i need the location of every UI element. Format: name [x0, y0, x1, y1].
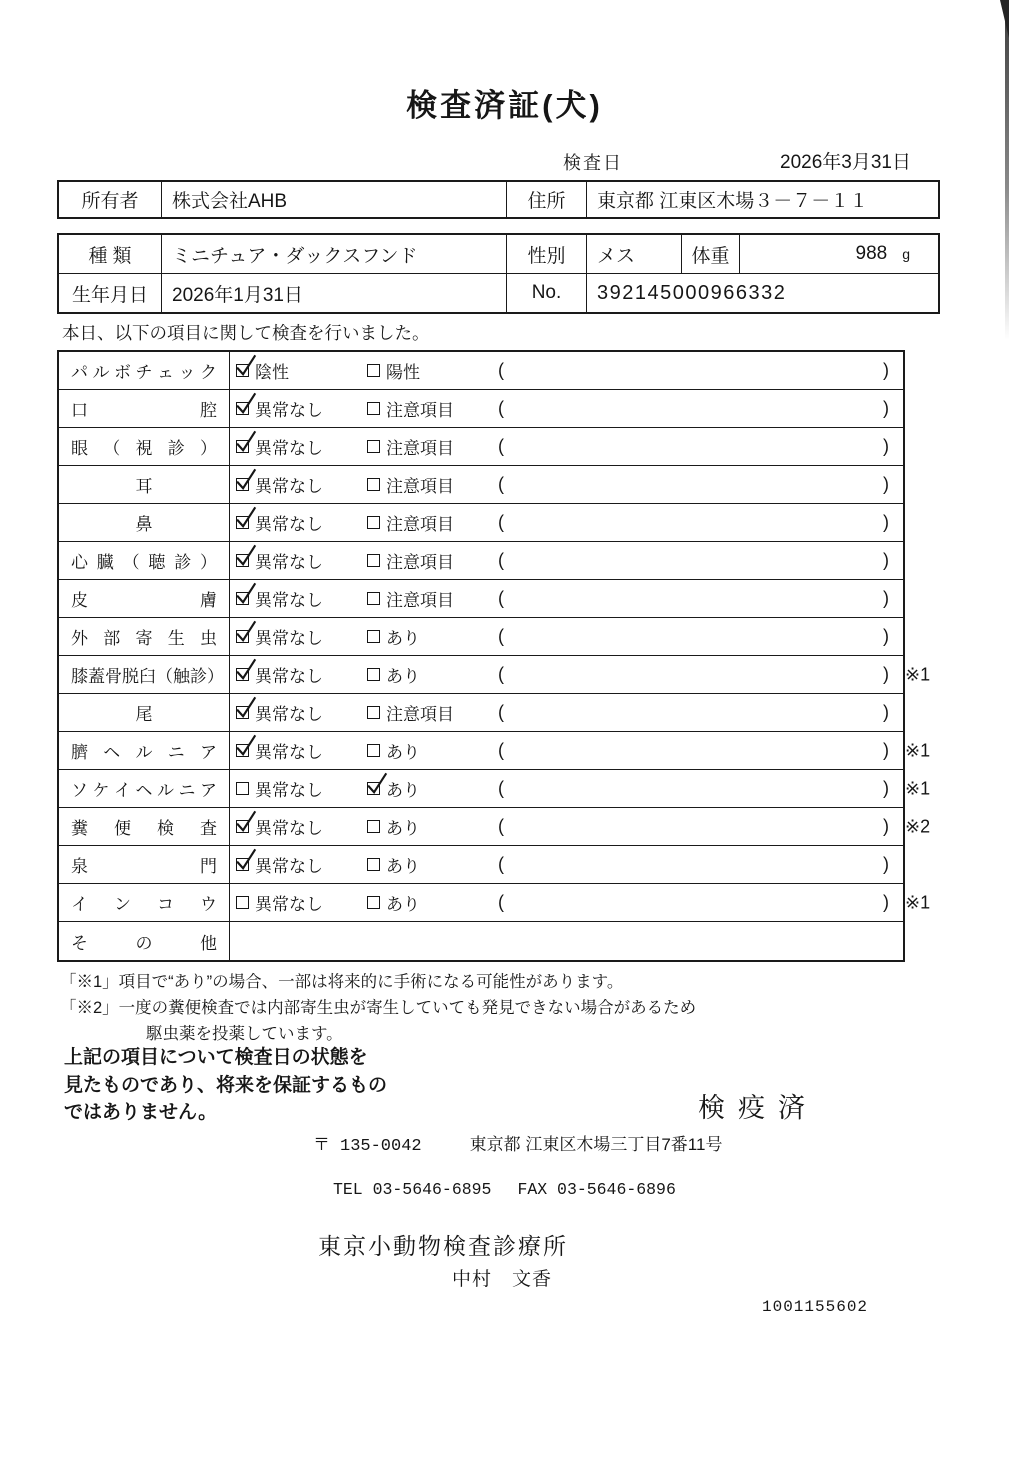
checklist-row [59, 808, 931, 846]
intro-text: 本日、以下の項目に関して検査を行いました。 [62, 323, 430, 343]
row-options [230, 922, 903, 960]
checklist-row [59, 694, 903, 732]
option-label: あり [386, 743, 420, 762]
note-field [498, 854, 903, 875]
paren-open: ( [498, 436, 504, 456]
inspection-date-label: 検査日 [563, 153, 623, 173]
note-field [498, 360, 903, 381]
checkbox-icon [236, 706, 249, 719]
paren-close: ) [883, 550, 889, 570]
row-options [230, 846, 903, 883]
option-2 [367, 624, 498, 649]
item-label: 眼 （ 視 診 ） [59, 428, 230, 465]
option-2 [367, 434, 498, 459]
checkbox-icon [236, 554, 249, 567]
paren-close: ) [883, 702, 889, 722]
footnote-mark: ※2 [905, 816, 931, 836]
option-label: 異常なし [255, 553, 323, 572]
paren-close: ) [883, 778, 889, 798]
footnote-2-line2: 駆虫薬を投薬しています。 [146, 1025, 343, 1043]
option-2 [367, 396, 498, 421]
checkbox-icon [236, 782, 249, 795]
checkbox-icon [367, 402, 380, 415]
option-label: 注意項目 [386, 439, 454, 458]
checklist-row [59, 618, 903, 656]
checkbox-icon [367, 896, 380, 909]
row-options [230, 770, 903, 807]
note-field [498, 702, 903, 723]
option-2 [367, 814, 498, 839]
option-label: 注意項目 [386, 705, 454, 724]
option-2 [367, 586, 498, 611]
note-field [498, 816, 903, 837]
checkbox-icon [236, 364, 249, 377]
checkmark-icon [233, 846, 259, 874]
paren-close: ) [883, 512, 889, 532]
option-label: あり [386, 781, 420, 800]
checkmark-icon [364, 770, 390, 798]
checkmark-icon [233, 466, 259, 494]
row-options [230, 694, 903, 731]
row-options [230, 352, 903, 389]
note-field [498, 778, 903, 799]
checklist-row [59, 466, 903, 504]
checkmark-icon [233, 428, 259, 456]
address-label: 住所 [507, 182, 587, 217]
paren-close: ) [883, 740, 889, 760]
option-label: 異常なし [255, 705, 323, 724]
checklist-row [59, 656, 931, 694]
option-label: 注意項目 [386, 591, 454, 610]
paren-close: ) [883, 588, 889, 608]
checklist-row [59, 504, 903, 542]
paren-open: ( [498, 854, 504, 874]
note-field [498, 474, 903, 495]
item-label: 口 腔 [59, 390, 230, 427]
option-2 [367, 776, 498, 801]
document-title: 検査済証(犬) [406, 88, 603, 123]
quarantine-stamp: 検疫済 [698, 1093, 818, 1123]
disclaimer-line-1: 上記の項目について検査日の状態を [64, 1047, 368, 1068]
address-value: 東京都 江東区木場３－７－１１ [597, 191, 869, 212]
option-label: あり [386, 857, 420, 876]
checklist-row [59, 846, 903, 884]
option-label: 異常なし [255, 629, 323, 648]
checkmark-icon [233, 618, 259, 646]
item-label: 臍 ヘ ル ニ ア [59, 732, 230, 769]
option-label: あり [386, 667, 420, 686]
birthdate-label: 生年月日 [59, 274, 162, 312]
checkbox-icon [236, 668, 249, 681]
checkmark-icon [233, 542, 259, 570]
option-1 [236, 510, 367, 535]
option-2 [367, 510, 498, 535]
paren-close: ) [883, 816, 889, 836]
paren-close: ) [883, 436, 889, 456]
checklist-table [57, 350, 931, 962]
item-label: 耳 [59, 466, 230, 503]
option-label: 注意項目 [386, 477, 454, 496]
number-value: 392145000966332 [597, 281, 787, 304]
footnote-mark: ※1 [905, 740, 931, 760]
option-label: 異常なし [255, 743, 323, 762]
checkbox-icon [367, 478, 380, 491]
weight-cell [740, 235, 938, 273]
checkbox-icon [367, 668, 380, 681]
disclaimer-text [64, 1044, 387, 1127]
option-1 [236, 624, 367, 649]
row-options [230, 504, 903, 541]
breed-value: ミニチュア・ダックスフンド [162, 235, 507, 273]
note-field [498, 550, 903, 571]
tel-fax-line [333, 1180, 676, 1199]
fax-number: FAX 03-5646-6896 [517, 1180, 676, 1199]
checkmark-icon [233, 656, 259, 684]
clinic-address: 東京都 江東区木場三丁目7番11号 [469, 1135, 723, 1154]
checkbox-icon [367, 706, 380, 719]
option-label: 異常なし [255, 439, 323, 458]
paren-open: ( [498, 550, 504, 570]
option-label: あり [386, 895, 420, 914]
paren-close: ) [883, 664, 889, 684]
checklist-row [59, 390, 903, 428]
number-label: No. [507, 274, 587, 312]
paren-open: ( [498, 626, 504, 646]
option-1 [236, 434, 367, 459]
option-2 [367, 738, 498, 763]
paren-open: ( [498, 664, 504, 684]
checkbox-icon [236, 592, 249, 605]
option-2 [367, 890, 498, 915]
weight-label: 体重 [682, 235, 740, 273]
option-label: 注意項目 [386, 401, 454, 420]
option-1 [236, 776, 367, 801]
checkmark-icon [233, 694, 259, 722]
row-options [230, 656, 903, 693]
owner-value: 株式会社AHB [162, 182, 507, 217]
weight-value: 988 [855, 243, 888, 264]
checkbox-icon [236, 402, 249, 415]
inspection-date-value: 2026年3月31日 [780, 152, 911, 173]
footnote-mark: ※1 [905, 664, 931, 684]
option-label: 注意項目 [386, 515, 454, 534]
row-options [230, 466, 903, 503]
option-label: 異常なし [255, 591, 323, 610]
option-1 [236, 586, 367, 611]
document-number: 1001155602 [762, 1298, 869, 1316]
row-options [230, 580, 903, 617]
disclaimer-line-3: ではありません。 [64, 1102, 218, 1123]
checkbox-icon [367, 440, 380, 453]
weight-unit: g [902, 246, 910, 262]
owner-table [57, 180, 940, 219]
option-label: 異常なし [255, 401, 323, 420]
note-field [498, 664, 903, 685]
option-1 [236, 700, 367, 725]
row-options [230, 884, 903, 921]
checkbox-icon [367, 820, 380, 833]
checkbox-icon [236, 440, 249, 453]
option-label: 陰性 [255, 363, 289, 382]
option-label: あり [386, 629, 420, 648]
item-label: イ ン コ ウ [59, 884, 230, 921]
paren-close: ) [883, 474, 889, 494]
paren-close: ) [883, 626, 889, 646]
pet-table-row-1 [59, 235, 938, 274]
option-1 [236, 738, 367, 763]
paren-open: ( [498, 816, 504, 836]
checkbox-icon [367, 782, 380, 795]
option-1 [236, 814, 367, 839]
checklist-row [59, 352, 903, 390]
item-label: 外 部 寄 生 虫 [59, 618, 230, 655]
option-1 [236, 548, 367, 573]
footnote-mark: ※1 [905, 778, 931, 798]
option-1 [236, 662, 367, 687]
paren-open: ( [498, 778, 504, 798]
option-1 [236, 852, 367, 877]
option-2 [367, 662, 498, 687]
option-2 [367, 548, 498, 573]
checklist-row [59, 542, 903, 580]
item-label: 心 臓 （ 聴 診 ） [59, 542, 230, 579]
paren-open: ( [498, 360, 504, 380]
checkbox-icon [367, 630, 380, 643]
note-field [498, 892, 903, 913]
row-options [230, 390, 903, 427]
option-1 [236, 358, 367, 383]
sex-value: メス [587, 235, 682, 273]
footnote-1: 「※1」項目で“あり”の場合、一部は将来的に手術になる可能性があります。 [60, 973, 624, 991]
owner-label: 所有者 [59, 182, 162, 217]
paren-open: ( [498, 740, 504, 760]
checklist-row [59, 732, 931, 770]
checkmark-icon [233, 732, 259, 760]
item-label: 鼻 [59, 504, 230, 541]
option-2 [367, 700, 498, 725]
paren-open: ( [498, 398, 504, 418]
clinic-name: 東京小動物検査診療所 [318, 1233, 568, 1259]
sex-label: 性別 [507, 235, 587, 273]
item-label: ソ ケ イ ヘ ル ニ ア [59, 770, 230, 807]
checkbox-icon [367, 592, 380, 605]
checkbox-icon [367, 364, 380, 377]
disclaimer-line-2: 見たものであり、将来を保証するもの [64, 1074, 388, 1096]
checklist-row [59, 770, 931, 808]
inspector-name: 中村 文香 [452, 1269, 553, 1290]
checkbox-icon [367, 516, 380, 529]
footnote-mark: ※1 [905, 892, 931, 912]
scan-artifact [1005, 0, 1009, 340]
checklist-row [59, 428, 903, 466]
note-field [498, 512, 903, 533]
breed-label: 種類 [59, 235, 162, 273]
row-options [230, 542, 903, 579]
paren-open: ( [498, 702, 504, 722]
option-1 [236, 396, 367, 421]
postal-mark-icon: 〒 [313, 1135, 330, 1154]
birthdate-value: 2026年1月31日 [162, 274, 507, 312]
note-field [498, 436, 903, 457]
item-label: 泉 門 [59, 846, 230, 883]
note-field [498, 626, 903, 647]
checkbox-icon [236, 858, 249, 871]
pet-table [57, 233, 940, 314]
item-label: 皮 膚 [59, 580, 230, 617]
option-2 [367, 852, 498, 877]
checkbox-icon [367, 744, 380, 757]
item-label: 糞 便 検 査 [59, 808, 230, 845]
option-label: 異常なし [255, 515, 323, 534]
note-field [498, 398, 903, 419]
checkmark-icon [233, 808, 259, 836]
checkbox-icon [367, 858, 380, 871]
row-options [230, 732, 903, 769]
option-label: 異常なし [255, 895, 323, 914]
checkbox-icon [236, 896, 249, 909]
postal-line [313, 1130, 722, 1156]
row-options [230, 808, 903, 845]
option-label: 注意項目 [386, 553, 454, 572]
checklist-row [59, 580, 903, 618]
checkbox-icon [367, 554, 380, 567]
note-field [498, 588, 903, 609]
item-label: そ の 他 [59, 922, 230, 960]
paren-open: ( [498, 512, 504, 532]
option-1 [236, 890, 367, 915]
item-label: パ ル ボ チ ェ ッ ク [59, 352, 230, 389]
row-options [230, 428, 903, 465]
option-label: 陽性 [386, 363, 420, 382]
checkmark-icon [233, 580, 259, 608]
option-2 [367, 358, 498, 383]
checkbox-icon [236, 630, 249, 643]
item-label: 膝 蓋 骨 脱 臼 （ 触 診 ） [59, 656, 230, 693]
paren-open: ( [498, 474, 504, 494]
checkmark-icon [233, 390, 259, 418]
tel-number: TEL 03-5646-6895 [333, 1180, 492, 1199]
pet-table-row-2 [59, 274, 938, 312]
paren-close: ) [883, 854, 889, 874]
checkmark-icon [233, 504, 259, 532]
postal-code: 135-0042 [340, 1137, 422, 1156]
checklist-row [59, 922, 903, 960]
option-label: 異常なし [255, 819, 323, 838]
option-label: 異常なし [255, 781, 323, 800]
footnote-2-line1: 「※2」一度の糞便検査では内部寄生虫が寄生していても発見できない場合があるため [60, 999, 697, 1017]
checkbox-icon [236, 744, 249, 757]
option-label: 異常なし [255, 667, 323, 686]
paren-close: ) [883, 892, 889, 912]
option-1 [236, 472, 367, 497]
checkbox-icon [236, 478, 249, 491]
paren-close: ) [883, 360, 889, 380]
paren-open: ( [498, 588, 504, 608]
checkbox-icon [236, 516, 249, 529]
row-options [230, 618, 903, 655]
checkmark-icon [233, 352, 259, 380]
option-label: 異常なし [255, 477, 323, 496]
checklist-row [59, 884, 931, 922]
option-2 [367, 472, 498, 497]
item-label: 尾 [59, 694, 230, 731]
checkbox-icon [236, 820, 249, 833]
option-label: あり [386, 819, 420, 838]
paren-open: ( [498, 892, 504, 912]
option-label: 異常なし [255, 857, 323, 876]
note-field [498, 740, 903, 761]
paren-close: ) [883, 398, 889, 418]
